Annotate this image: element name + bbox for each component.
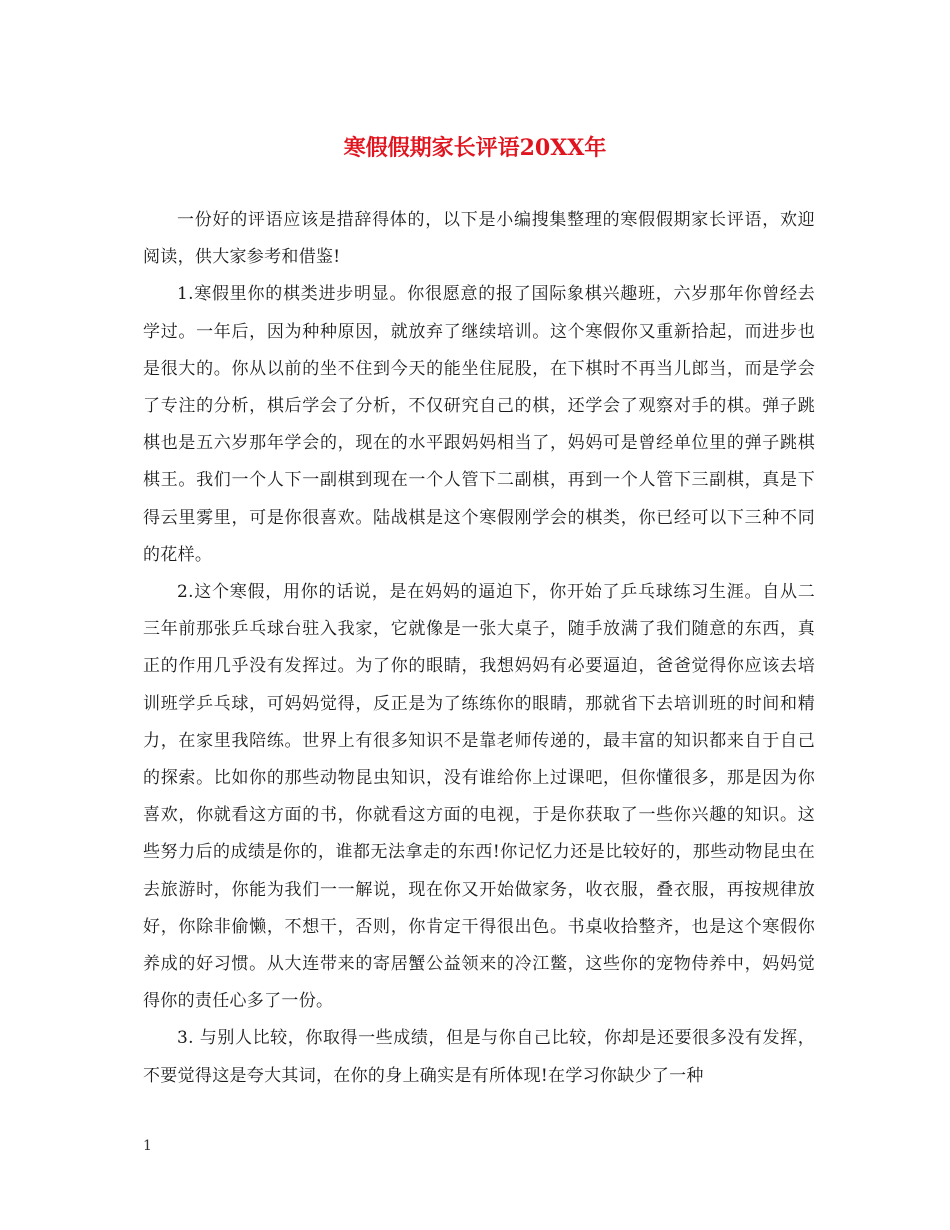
- intro-paragraph: 一份好的评语应该是措辞得体的，以下是小编搜集整理的寒假假期家长评语，欢迎阅读，供大家参考和借鉴!: [143, 210, 815, 268]
- document-body: [143, 202, 815, 1095]
- comment-paragraph-1: 1.寒假里你的棋类进步明显。你很愿意的报了国际象棋兴趣班，六岁那年你曾经去学过。一年后，因为种种原因，就放弃了继续培训。这个寒假你又重新拾起，而进步也是很大的。你从以前的坐不住到今天的能坐住屁股，在下棋时不再当儿郎当，而是学会了专注的分析，棋后学会了分析，不仅研究自己的棋，还学会了观察对手的棋。弹子跳棋也是五六岁那年学会的，现在的水平跟妈妈相当了，妈妈可是曾经单位里的弹子跳棋棋王。我们一个人下一副棋到现在一个人管下二副棋，再到一个人管下三副棋，真是下得云里雾里，可是你很喜欢。陆战棋是这个寒假刚学会的棋类，你已经可以下三种不同的花样。: [143, 284, 815, 565]
- document-title: 寒假假期家长评语20XX年: [343, 135, 607, 161]
- page-number: 1: [143, 1138, 152, 1154]
- comment-paragraph-2: 2.这个寒假，用你的话说，是在妈妈的逼迫下，你开始了乒乓球练习生涯。自从二三年前那张乒乓球台驻入我家，它就像是一张大桌子，随手放满了我们随意的东西，真正的作用几乎没有发挥过。为了你的眼睛，我想妈妈有必要逼迫，爸爸觉得你应该去培训班学乒乓球，可妈妈觉得，反正是为了练练你的眼睛，那就省下去培训班的时间和精力，在家里我陪练。世界上有很多知识不是靠老师传递的，最丰富的知识都来自于自己的探索。比如你的那些动物昆虫知识，没有谁给你上过课吧，但你懂很多，那是因为你喜欢，你就看这方面的书，你就看这方面的电视，于是你获取了一些你兴趣的知识。这些努力后的成绩是你的，谁都无法拿走的东西!你记忆力还是比较好的，那些动物昆虫在去旅游时，你能为我们一一解说，现在你又开始做家务，收衣服，叠衣服，再按规律放好，你除非偷懒，不想干，否则，你肯定干得很出色。书桌收拾整齐，也是这个寒假你养成的好习惯。从大连带来的寄居蟹公益领来的冷江鳖，这些你的宠物侍养中，妈妈觉得你的责任心多了一份。: [143, 582, 815, 1012]
- comment-paragraph-3: 3. 与别人比较，你取得一些成绩，但是与你自己比较，你却是还要很多没有发挥，不要觉得这是夸大其词，在你的身上确实是有所体现!在学习你缺少了一种: [143, 1028, 815, 1086]
